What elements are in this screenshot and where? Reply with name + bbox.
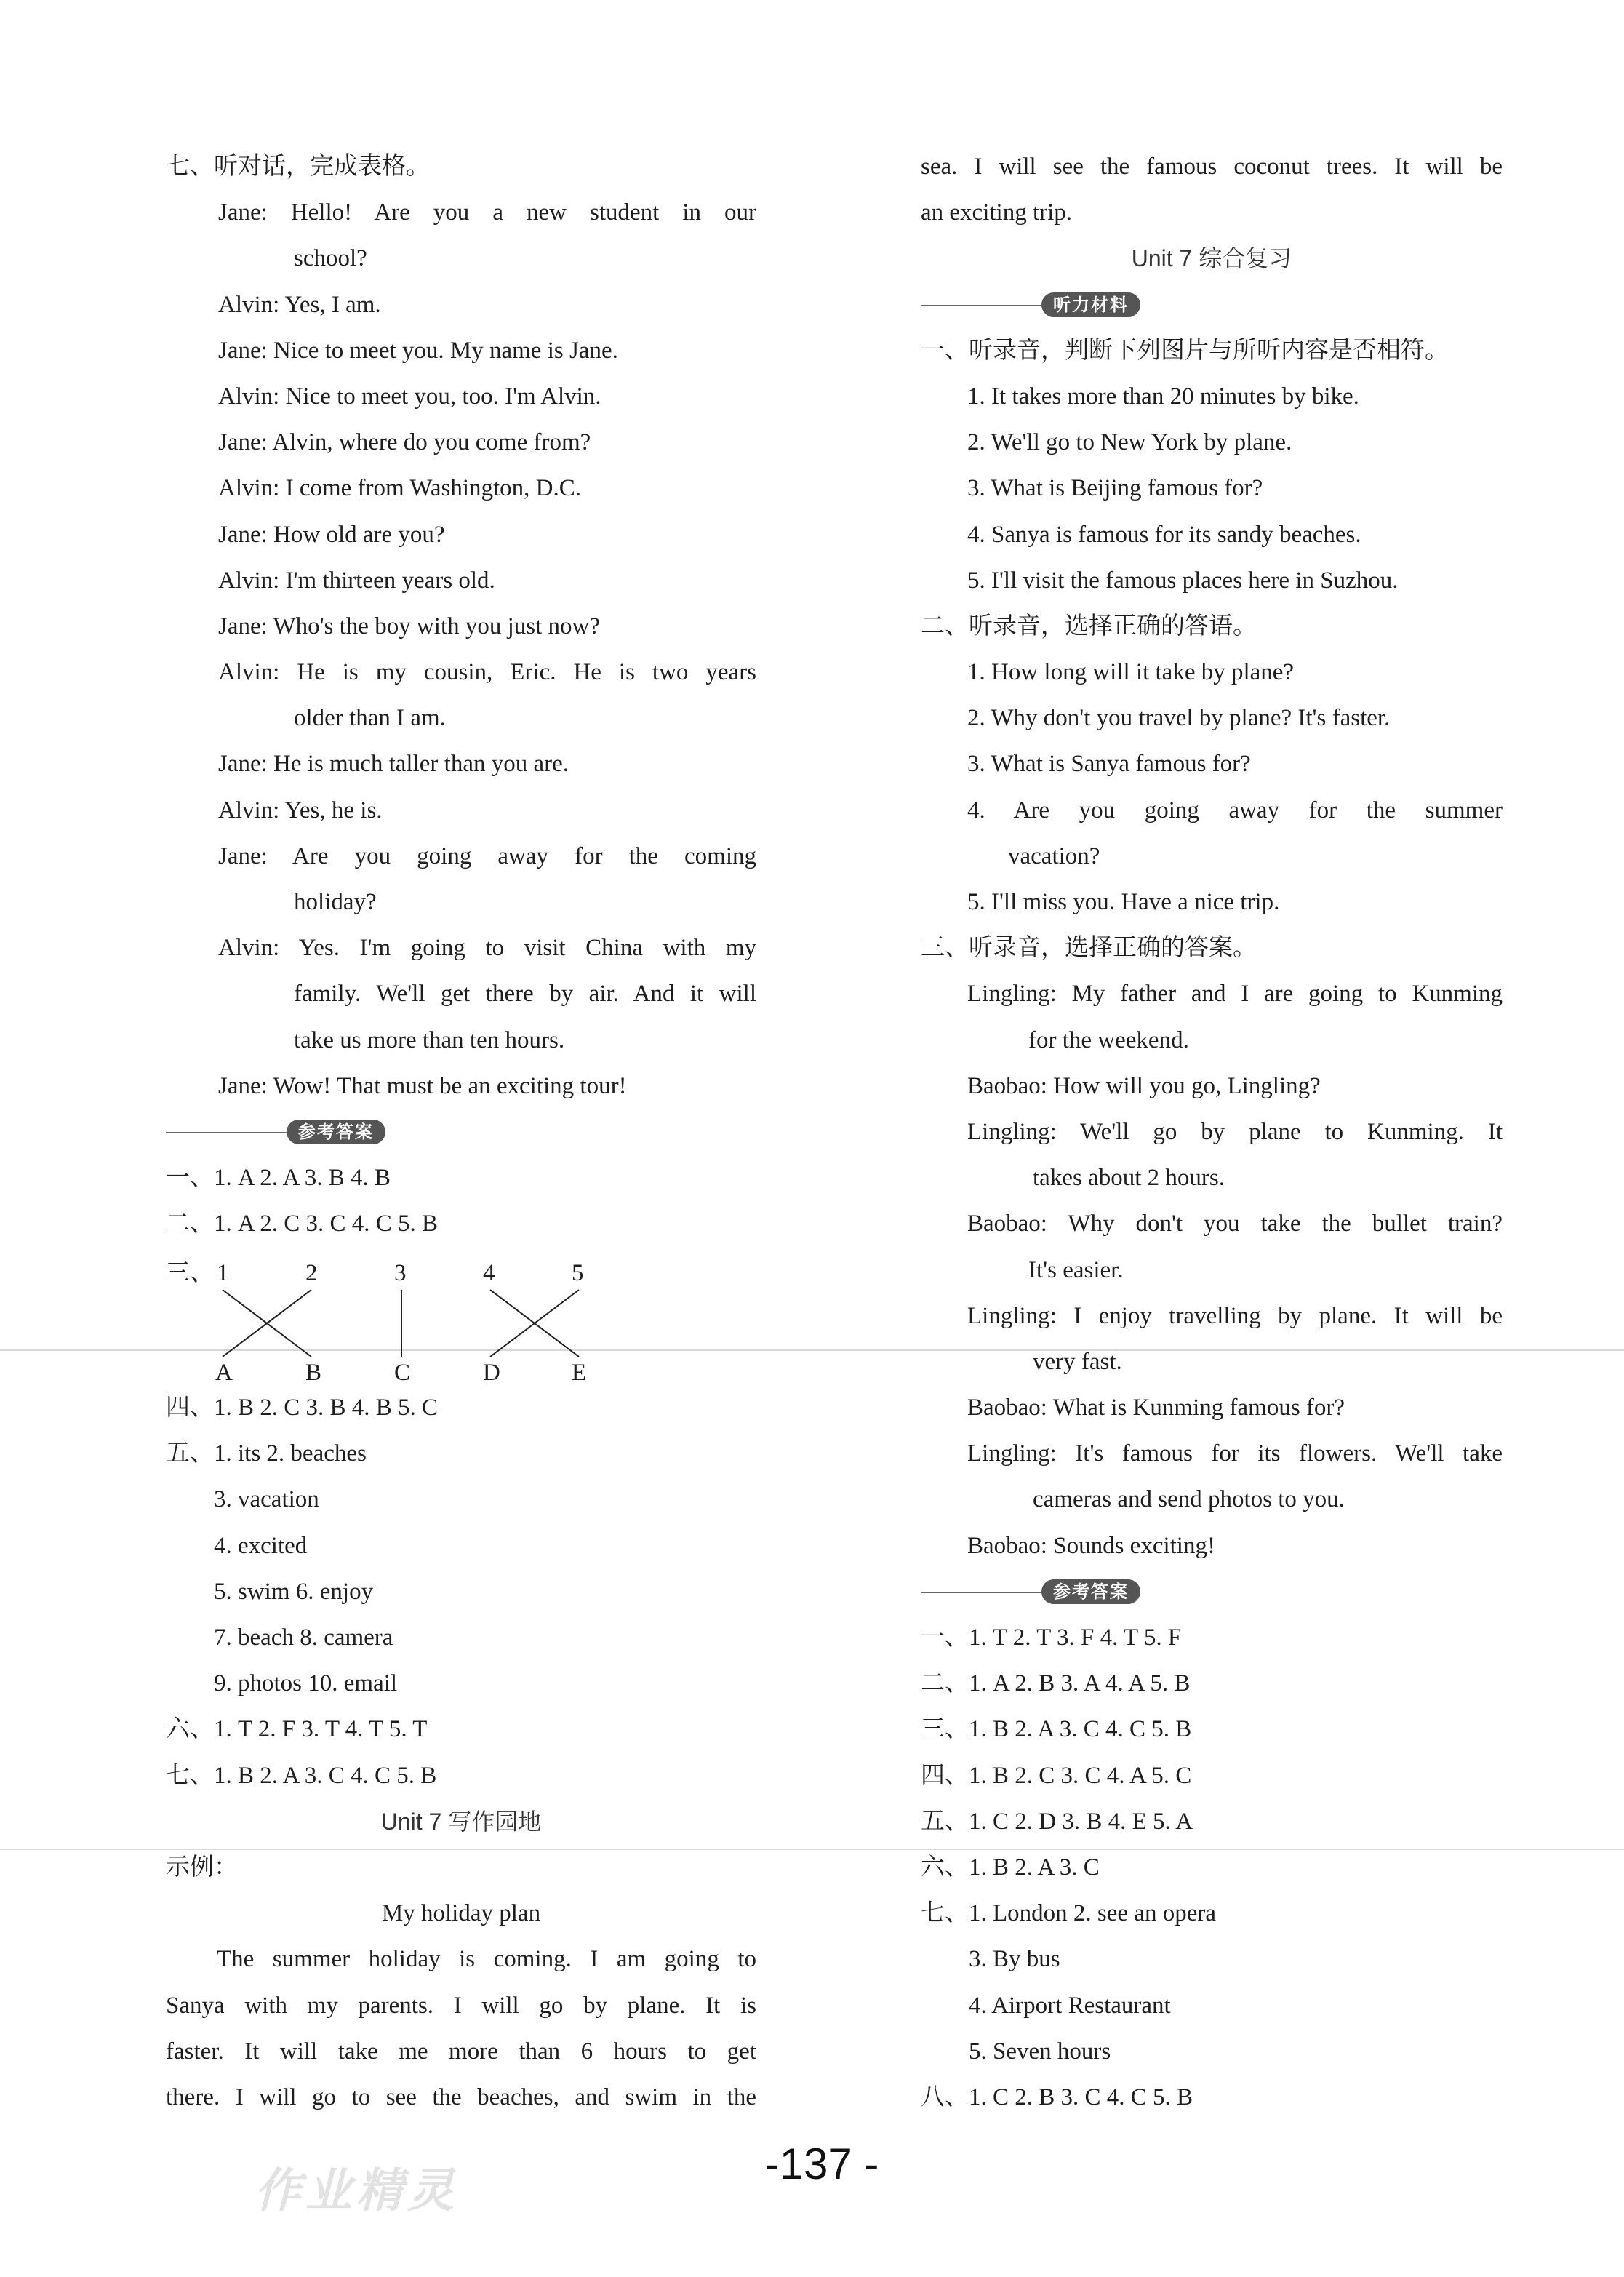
dialogue-line: Jane: How old are you? [218,521,445,548]
answer-line: 9. photos 10. email [214,1670,398,1697]
answer-line: 七、1. London 2. see an opera [921,1900,1216,1927]
dialogue-line: Baobao: What is Kunming famous for? [967,1395,1345,1421]
listening-item: 3. What is Beijing famous for? [967,475,1263,502]
dialogue-line: Alvin: I'm thirteen years old. [218,567,495,594]
answer-line: 四、1. B 2. C 3. C 4. A 5. C [921,1762,1192,1789]
answer-badge: 参考答案 [1041,1579,1140,1604]
listening-item: 3. What is Sanya famous for? [967,751,1251,778]
listening-item: 5. I'll visit the famous places here in Suzhou. [967,567,1399,594]
divider-line [921,305,1044,306]
dialogue-line: take us more than ten hours. [294,1026,565,1053]
answer-line: 一、1. A 2. A 3. B 4. B [166,1165,391,1192]
answer-line: 八、1. C 2. B 3. C 4. C 5. B [921,2083,1193,2110]
divider-line [921,1592,1044,1593]
dialogue-line: Alvin: Yes, he is. [218,797,383,824]
listening-item: 5. I'll miss you. Have a nice trip. [967,889,1280,915]
matching-prefix: 三、 [166,1259,214,1286]
answer-line: 一、1. T 2. T 3. F 4. T 5. F [921,1624,1182,1651]
listening-item: 2. We'll go to New York by plane. [967,429,1292,456]
dialogue-line: Lingling: It's famous for its flowers. We'll take [967,1440,1503,1467]
dialogue-line: very fast. [1033,1348,1122,1375]
match-bottom-label: D [483,1359,500,1386]
match-top-label: 2 [305,1259,318,1286]
page-number: -137 - [764,2140,879,2188]
match-top-label: 4 [483,1259,495,1286]
answer-line: 5. swim 6. enjoy [214,1578,374,1605]
answer-line: 七、1. B 2. A 3. C 4. C 5. B [166,1762,437,1789]
answer-line: 五、1. its 2. beaches [166,1440,367,1467]
dialogue-line: Jane: Hello! Are you a new student in our [218,199,756,226]
section-title: 一、听录音，判断下列图片与所听内容是否相符。 [921,337,1449,364]
dialogue-line: takes about 2 hours. [1033,1165,1225,1192]
review-section-title: Unit 7 综合复习 [1131,245,1292,272]
example-label: 示例： [166,1854,238,1881]
essay-title: My holiday plan [381,1900,541,1927]
match-top-label: 1 [217,1259,229,1286]
dialogue-line: Alvin: Nice to meet you, too. I'm Alvin. [218,383,601,410]
dialogue-line: Lingling: My father and I are going to Kunming [967,981,1503,1008]
answer-line: 五、1. C 2. D 3. B 4. E 5. A [921,1808,1193,1835]
section-title: 二、听录音，选择正确的答语。 [921,613,1257,639]
answer-badge: 参考答案 [287,1120,385,1144]
essay-line: The summer holiday is coming. I am going to [217,1946,756,1973]
dialogue-line: Jane: Nice to meet you. My name is Jane. [218,337,618,364]
dialogue-line: Jane: Alvin, where do you come from? [218,429,591,456]
section-title: 三、听录音，选择正确的答案。 [921,935,1257,962]
match-bottom-label: E [572,1359,587,1386]
match-top-label: 5 [572,1259,584,1286]
listening-item: 1. It takes more than 20 minutes by bike. [967,383,1359,410]
answer-line: 六、1. T 2. F 3. T 4. T 5. T [166,1716,428,1743]
dialogue-line: school? [294,245,367,272]
answer-line: 三、1. B 2. A 3. C 4. C 5. B [921,1716,1192,1743]
dialogue-line: cameras and send photos to you. [1033,1486,1345,1513]
dialogue-line: Alvin: Yes. I'm going to visit China with my [218,935,756,962]
answer-line: 4. excited [214,1532,308,1559]
dialogue-line: Alvin: He is my cousin, Eric. He is two years [218,659,756,686]
dialogue-line: family. We'll get there by air. And it will [294,981,756,1008]
listening-item: vacation? [1008,842,1100,869]
left-column [166,144,756,2121]
answer-header [921,1569,1503,1615]
dialogue-line: It's easier. [1028,1256,1124,1283]
writing-section-title: Unit 7 写作园地 [380,1808,542,1835]
divider-line [166,1132,289,1133]
dialogue-line: older than I am. [294,705,446,732]
dialogue-line: for the weekend. [1028,1026,1189,1053]
answer-line: 4. Airport Restaurant [969,1992,1171,2019]
dialogue-line: Jane: Are you going away for the coming [218,842,756,869]
answer-line: 5. Seven hours [969,2038,1111,2065]
match-bottom-label: C [394,1359,411,1386]
listening-header [921,282,1503,328]
answer-line: 二、1. A 2. B 3. A 4. A 5. B [921,1670,1191,1697]
essay-line: sea. I will see the famous coconut trees. It will be [921,153,1503,180]
essay-line: Sanya with my parents. I will go by plane. It is [166,1992,756,2019]
match-top-label: 3 [394,1259,407,1286]
dialogue-line: Jane: Who's the boy with you just now? [218,613,601,639]
answer-line: 3. vacation [214,1486,319,1513]
listening-badge: 听力材料 [1041,292,1140,317]
dialogue-line: Baobao: Why don't you take the bullet train? [967,1211,1503,1237]
dialogue-line: Baobao: Sounds exciting! [967,1532,1215,1559]
listening-item: 2. Why don't you travel by plane? It's faster. [967,705,1391,732]
q7-title: 七、听对话，完成表格。 [166,153,430,180]
answer-line: 四、1. B 2. C 3. B 4. B 5. C [166,1395,439,1421]
essay-line: there. I will go to see the beaches, and swim in the [166,2083,756,2110]
answer-line: 六、1. B 2. A 3. C [921,1854,1100,1881]
dialogue-line: Lingling: I enjoy travelling by plane. It will be [967,1302,1503,1329]
matching-diagram [166,1248,756,1386]
dialogue-line: holiday? [294,889,377,915]
right-column [921,144,1503,2121]
listening-item: 4. Are you going away for the summer [967,797,1503,824]
dialogue-line: Jane: Wow! That must be an exciting tour! [218,1072,627,1099]
listening-item: 1. How long will it take by plane? [967,659,1295,686]
dialogue-line: Alvin: Yes, I am. [218,291,381,318]
listening-item: 4. Sanya is famous for its sandy beaches. [967,521,1361,548]
dialogue-line: Jane: He is much taller than you are. [218,751,569,778]
watermark: 作业精灵 [255,2164,458,2218]
answer-line: 3. By bus [969,1946,1060,1973]
answer-line: 7. beach 8. camera [214,1624,393,1651]
dialogue-line: Lingling: We'll go by plane to Kunming. It [967,1118,1503,1145]
essay-line: an exciting trip. [921,199,1073,226]
answer-header [166,1109,756,1155]
match-bottom-label: B [305,1359,322,1386]
answer-line: 二、1. A 2. C 3. C 4. C 5. B [166,1211,439,1237]
dialogue-line: Alvin: I come from Washington, D.C. [218,475,582,502]
dialogue-line: Baobao: How will you go, Lingling? [967,1072,1321,1099]
match-bottom-label: A [215,1359,233,1386]
essay-line: faster. It will take me more than 6 hours to get [166,2038,756,2065]
matching-answer [166,1248,756,1386]
